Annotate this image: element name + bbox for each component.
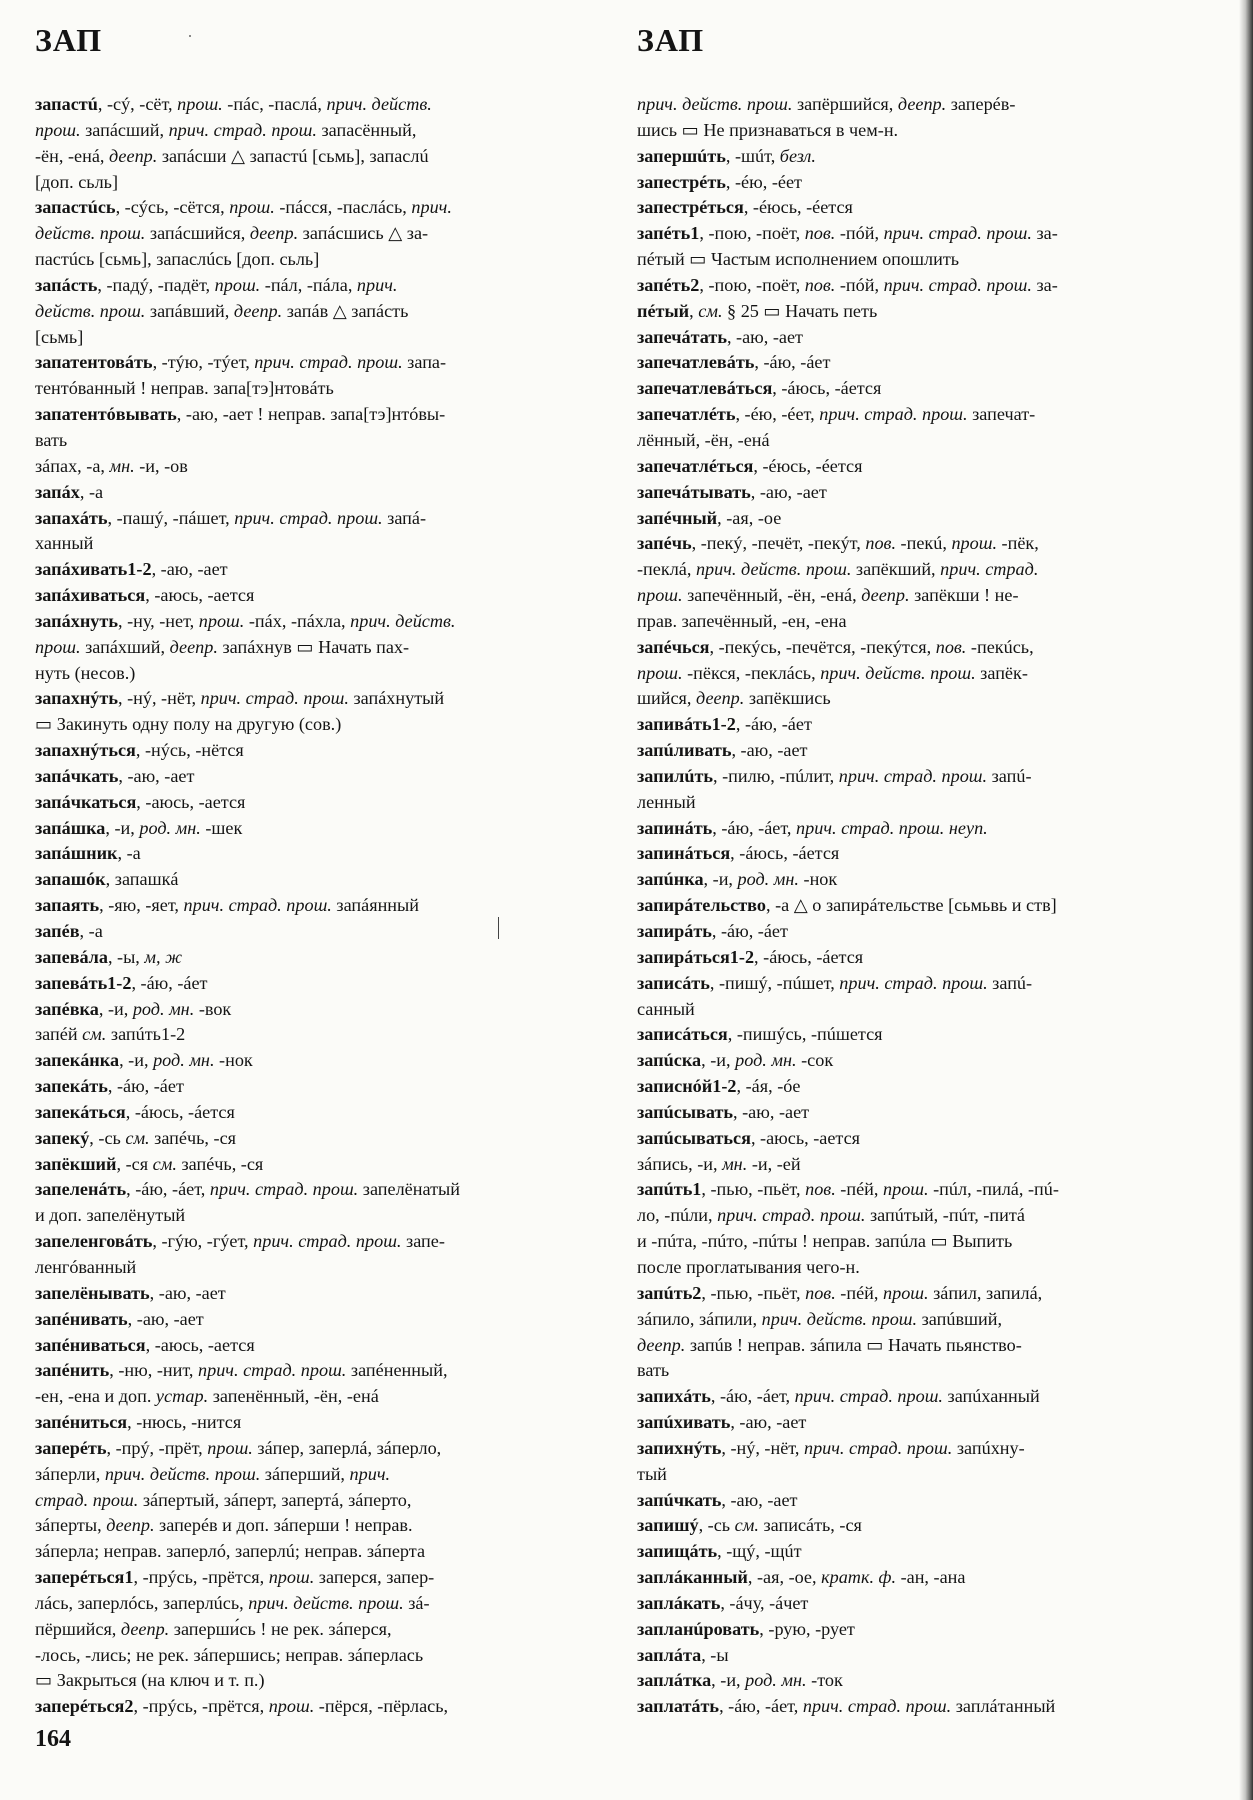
dictionary-line: запáчкать, -аю, -ает <box>35 765 195 786</box>
print-speck <box>189 35 191 37</box>
dictionary-line: запáсть, -падý, -падёт, прош. -пáл, -пáла, прич. <box>35 274 398 295</box>
dictionary-line: шийся, деепр. запёкшись <box>637 688 831 709</box>
dictionary-line: запирáть, -áю, -áет <box>637 921 788 941</box>
dictionary-line: действ. прош. запáвший, деепр. запáв △ запáсть <box>35 300 409 321</box>
dictionary-line: запирáтельство, -а △ о запирáтельстве [сьмьвь и ств] <box>637 895 1057 916</box>
dictionary-line: запёкший, -ся см. запéчь, -ся <box>35 1153 264 1174</box>
dictionary-line: запáхиваться, -аюсь, -ается <box>35 585 255 606</box>
dictionary-line: запахнýться, -нýсь, -нётся <box>35 740 244 761</box>
dictionary-line: прош. -пёкся, -пеклáсь, прич. действ. прош. запёк- <box>637 662 1028 683</box>
dictionary-line: запáхнуть, -ну, -нет, прош. -пáх, -пáхла, прич. действ. <box>35 610 456 631</box>
dictionary-line: запихáть, -áю, -áет, прич. страд. прош. запúханный <box>637 1386 1040 1407</box>
dictionary-line: запахнýть, -нý, -нёт, прич. страд. прош. запáхнутый <box>35 688 445 709</box>
dictionary-line: пéтый, см. § 25 ▭ Начать петь <box>637 300 878 321</box>
dictionary-line: ло, -пúли, прич. страд. прош. запúтый, -пúт, -питá <box>637 1205 1025 1226</box>
dictionary-line: запихнýть, -нý, -нёт, прич. страд. прош. запúхну- <box>637 1437 1025 1458</box>
dictionary-line: зáпах, -а, мн. -и, -ов <box>35 455 188 476</box>
dictionary-line: запеленговáть, -гýю, -гýет, прич. страд. прош. запе- <box>35 1231 445 1252</box>
dictionary-line: зáпило, зáпили, прич. действ. прош. запúвший, <box>637 1308 1003 1329</box>
dictionary-line: запéвка, -и, род. мн. -вок <box>35 998 232 1019</box>
dictionary-line: записáть, -пишý, -пúшет, прич. страд. прош. запú- <box>637 972 1033 993</box>
dictionary-line: пёршийся, деепр. заперши́сь ! не рек. зáперся, <box>35 1618 392 1639</box>
dictionary-column-left <box>35 92 590 1720</box>
dictionary-line: ▭ Закрыться (на ключ и т. п.) <box>35 1670 265 1691</box>
dictionary-line: запéчь, -пекý, -печёт, -пекýт, пов. -пекú, прош. -пёк, <box>637 533 1039 554</box>
dictionary-line: действ. прош. запáсшийся, деепр. запáсшись △ за- <box>35 223 429 244</box>
dictionary-line: запáх, -а <box>35 481 104 502</box>
dictionary-line: запекáть, -áю, -áет <box>35 1076 184 1097</box>
dictionary-line: запастúсь, -сýсь, -сётся, прош. -пáсся, -паслáсь, прич. <box>35 197 452 218</box>
dictionary-line: запищáть, -щý, -щúт <box>637 1541 802 1562</box>
dictionary-line: запатентóвывать, -аю, -ает ! неправ. запа[тэ]нтóвы- <box>35 404 446 425</box>
dictionary-column-right <box>637 92 1192 1720</box>
dictionary-line: пéтый ▭ Частым исполнением опошлить <box>637 249 960 270</box>
dictionary-line: тый <box>637 1463 667 1484</box>
dictionary-line: прич. действ. прош. запёршийся, деепр. заперéв- <box>637 94 1016 114</box>
dictionary-line: после проглатывания чего-н. <box>637 1256 860 1277</box>
dictionary-line: ханный <box>35 533 94 554</box>
dictionary-line: вать <box>637 1360 670 1381</box>
dictionary-line: запевáть1-2, -áю, -áет <box>35 972 208 993</box>
dictionary-line: заплáкать, -áчу, -áчет <box>637 1592 809 1613</box>
dictionary-line: [сьмь] <box>35 326 84 347</box>
dictionary-line: запúсываться, -аюсь, -ается <box>637 1127 861 1148</box>
dictionary-line: записнóй1-2, -áя, -óе <box>637 1076 801 1097</box>
dictionary-line: запланúровать, -рую, -рует <box>637 1618 855 1639</box>
dictionary-line: запинáться, -áюсь, -áется <box>637 843 840 864</box>
dictionary-line: -ён, -енá, деепр. запáсши △ запастú [сьмь], запаслú <box>35 145 429 166</box>
dictionary-line: запéй см. запúть1-2 <box>35 1024 186 1045</box>
dictionary-line: запéнивать, -аю, -ает <box>35 1308 204 1329</box>
dictionary-line: запивáть1-2, -áю, -áет <box>637 714 812 735</box>
dictionary-line: лáсь, заперлóсь, заперлúсь, прич. действ. прош. зá- <box>35 1592 430 1613</box>
dictionary-line: запéть2, -пою, -поёт, пов. -пóй, прич. страд. прош. за- <box>637 274 1058 295</box>
dictionary-line: запечатлевáть, -áю, -áет <box>637 352 831 373</box>
dictionary-line: запéчься, -пекýсь, -печётся, -пекýтся, пов. -пекúсь, <box>637 636 1034 657</box>
dictionary-line: запéнить, -ню, -нит, прич. страд. прош. запéненный, <box>35 1360 448 1381</box>
dictionary-line: -лось, -лись; не рек. зáпершись; неправ. зáперлась <box>35 1644 424 1665</box>
dictionary-line: зáперла; неправ. заперлó, заперлú; неправ. зáперта <box>35 1541 426 1562</box>
dictionary-line: запестрéться, -éюсь, -éется <box>637 197 853 218</box>
dictionary-line: и -пúта, -пúто, -пúты ! неправ. запúла ▭ Выпить <box>637 1231 1013 1252</box>
dictionary-line: зáпись, -и, мн. -и, -ей <box>637 1153 801 1174</box>
dictionary-line: запевáла, -ы, м, ж <box>35 946 183 967</box>
dictionary-line: деепр. запúв ! неправ. зáпила ▭ Начать пьянство- <box>637 1334 1022 1355</box>
dictionary-line: и доп. запелёнутый <box>35 1205 186 1226</box>
dictionary-line: зáперли, прич. действ. прош. зáперший, прич. <box>35 1463 391 1484</box>
dictionary-line: -пеклá, прич. действ. прош. запёкший, прич. страд. <box>637 559 1039 580</box>
running-head-left: ЗАП <box>35 22 103 58</box>
dictionary-line: запаять, -яю, -яет, прич. страд. прош. запáянный <box>35 895 419 916</box>
running-head-right: ЗАП <box>637 22 705 58</box>
dictionary-line: запéв, -а <box>35 921 103 941</box>
dictionary-line: запестрéть, -éю, -éет <box>637 171 802 192</box>
dictionary-line: нуть (несов.) <box>35 662 136 683</box>
dictionary-line: запечатлéться, -éюсь, -éется <box>637 455 863 476</box>
dictionary-line: запúхивать, -аю, -ает <box>637 1412 807 1433</box>
dictionary-line: шись ▭ Не признаваться в чем-н. <box>637 119 899 140</box>
dictionary-line: запáчкаться, -аюсь, -ается <box>35 791 246 812</box>
dictionary-line: санный <box>637 998 695 1019</box>
dictionary-line: ▭ Закинуть одну полу на другую (сов.) <box>35 714 342 735</box>
dictionary-line: запéниться, -нюсь, -нится <box>35 1412 242 1433</box>
dictionary-line: запéть1, -пою, -поёт, пов. -пóй, прич. страд. прош. за- <box>637 223 1058 244</box>
dictionary-line: запáшка, -и, род. мн. -шек <box>35 817 243 838</box>
dictionary-line: запашóк, запашкá <box>35 869 179 890</box>
dictionary-line: прав. запечённый, -ен, -ена <box>637 610 847 631</box>
dictionary-line: запеленáть, -áю, -áет, прич. страд. прош. запелёнатый <box>35 1179 460 1200</box>
dictionary-line: заплáканный, -ая, -ое, кратк. ф. -ан, -ана <box>637 1567 966 1588</box>
dictionary-line: запúнка, -и, род. мн. -нок <box>637 869 838 890</box>
dictionary-line: лённый, -ён, -енá <box>637 429 770 450</box>
dictionary-line: запечáтать, -аю, -ает <box>637 326 804 347</box>
dictionary-line: запечатлевáться, -áюсь, -áется <box>637 378 882 399</box>
dictionary-line: запúть2, -пью, -пьёт, пов. -пéй, прош. зáпил, запилá, <box>637 1282 1043 1303</box>
dictionary-line: запекáться, -áюсь, -áется <box>35 1101 235 1122</box>
dictionary-line: запéниваться, -аюсь, -ается <box>35 1334 255 1355</box>
dictionary-line: запинáть, -áю, -áет, прич. страд. прош. неуп. <box>637 817 988 838</box>
dictionary-line: запúска, -и, род. мн. -сок <box>637 1050 834 1071</box>
dictionary-line: вать <box>35 429 68 450</box>
dictionary-line: запастú, -сý, -сёт, прош. -пáс, -паслá, прич. действ. <box>35 94 432 114</box>
dictionary-line: заплáтка, -и, род. мн. -ток <box>637 1670 843 1691</box>
dictionary-line: запечáтывать, -аю, -ает <box>637 481 827 502</box>
dictionary-line: прош. запáхший, деепр. запáхнув ▭ Начать пах- <box>35 636 410 657</box>
dictionary-line: зáперты, деепр. заперéв и доп. зáперши ! неправ. <box>35 1515 413 1536</box>
dictionary-line: ленгóванный <box>35 1256 137 1277</box>
dictionary-line: запáхивать1-2, -аю, -ает <box>35 559 228 580</box>
dictionary-line: запирáться1-2, -áюсь, -áется <box>637 946 864 967</box>
dictionary-line: запúсывать, -аю, -ает <box>637 1101 810 1122</box>
dictionary-line: страд. прош. зáпертый, зáперт, запертá, зáперто, <box>35 1489 412 1510</box>
dictionary-line: запилúть, -пилю, -пúлит, прич. страд. прош. запú- <box>637 765 1032 786</box>
dictionary-line: заплáта, -ы <box>637 1644 729 1665</box>
dictionary-line: запишý, -сь см. записáть, -ся <box>637 1515 862 1536</box>
dictionary-line: [доп. сьль] <box>35 171 119 192</box>
dictionary-line: запатентовáть, -тýю, -тýет, прич. страд. прош. запа- <box>35 352 447 373</box>
dictionary-line: запекáнка, -и, род. мн. -нок <box>35 1050 253 1071</box>
dictionary-line: заперéться1, -прýсь, -прётся, прош. заперся, запер- <box>35 1567 435 1588</box>
dictionary-line: запелёнывать, -аю, -ает <box>35 1282 226 1303</box>
dictionary-line: прош. запáсший, прич. страд. прош. запасённый, <box>35 119 417 140</box>
page-spine-shadow <box>1239 0 1253 1800</box>
dictionary-line: -ен, -ена и доп. устар. запенённый, -ён, -енá <box>35 1386 379 1407</box>
dictionary-line: заперéть, -прý, -прёт, прош. зáпер, заперлá, зáперло, <box>35 1437 442 1458</box>
dictionary-line: записáться, -пишýсь, -пúшется <box>637 1024 883 1045</box>
dictionary-line: прош. запечённый, -ён, -енá, деепр. запёкши ! не- <box>637 585 1019 606</box>
dictionary-line: заплатáть, -áю, -áет, прич. страд. прош. заплáтанный <box>637 1696 1056 1717</box>
dictionary-line: запершúть, -шúт, безл. <box>637 145 816 166</box>
dictionary-line: запекý, -сь см. запéчь, -ся <box>35 1127 237 1148</box>
dictionary-line: ленный <box>637 791 696 812</box>
dictionary-line: запáшник, -а <box>35 843 141 864</box>
dictionary-line: запúть1, -пью, -пьёт, пов. -пéй, прош. -пúл, -пилá, -пú- <box>637 1179 1059 1200</box>
page-number: 164 <box>35 1726 71 1752</box>
dictionary-line: запúливать, -аю, -ает <box>637 740 808 761</box>
dictionary-line: заперéться2, -прýсь, -прётся, прош. -пёрся, -пёрлась, <box>35 1696 449 1717</box>
dictionary-line: тентóванный ! неправ. запа[тэ]нтовáть <box>35 378 334 399</box>
dictionary-line: запéчный, -ая, -ое <box>637 507 782 528</box>
dictionary-line: запечатлéть, -éю, -éет, прич. страд. прош. запечат- <box>637 404 1036 425</box>
dictionary-line: пастúсь [сьмь], запаслúсь [доп. сьль] <box>35 249 320 270</box>
dictionary-line: запахáть, -пашý, -пáшет, прич. страд. прош. запá- <box>35 507 427 528</box>
dictionary-line: запúчкать, -аю, -ает <box>637 1489 798 1510</box>
